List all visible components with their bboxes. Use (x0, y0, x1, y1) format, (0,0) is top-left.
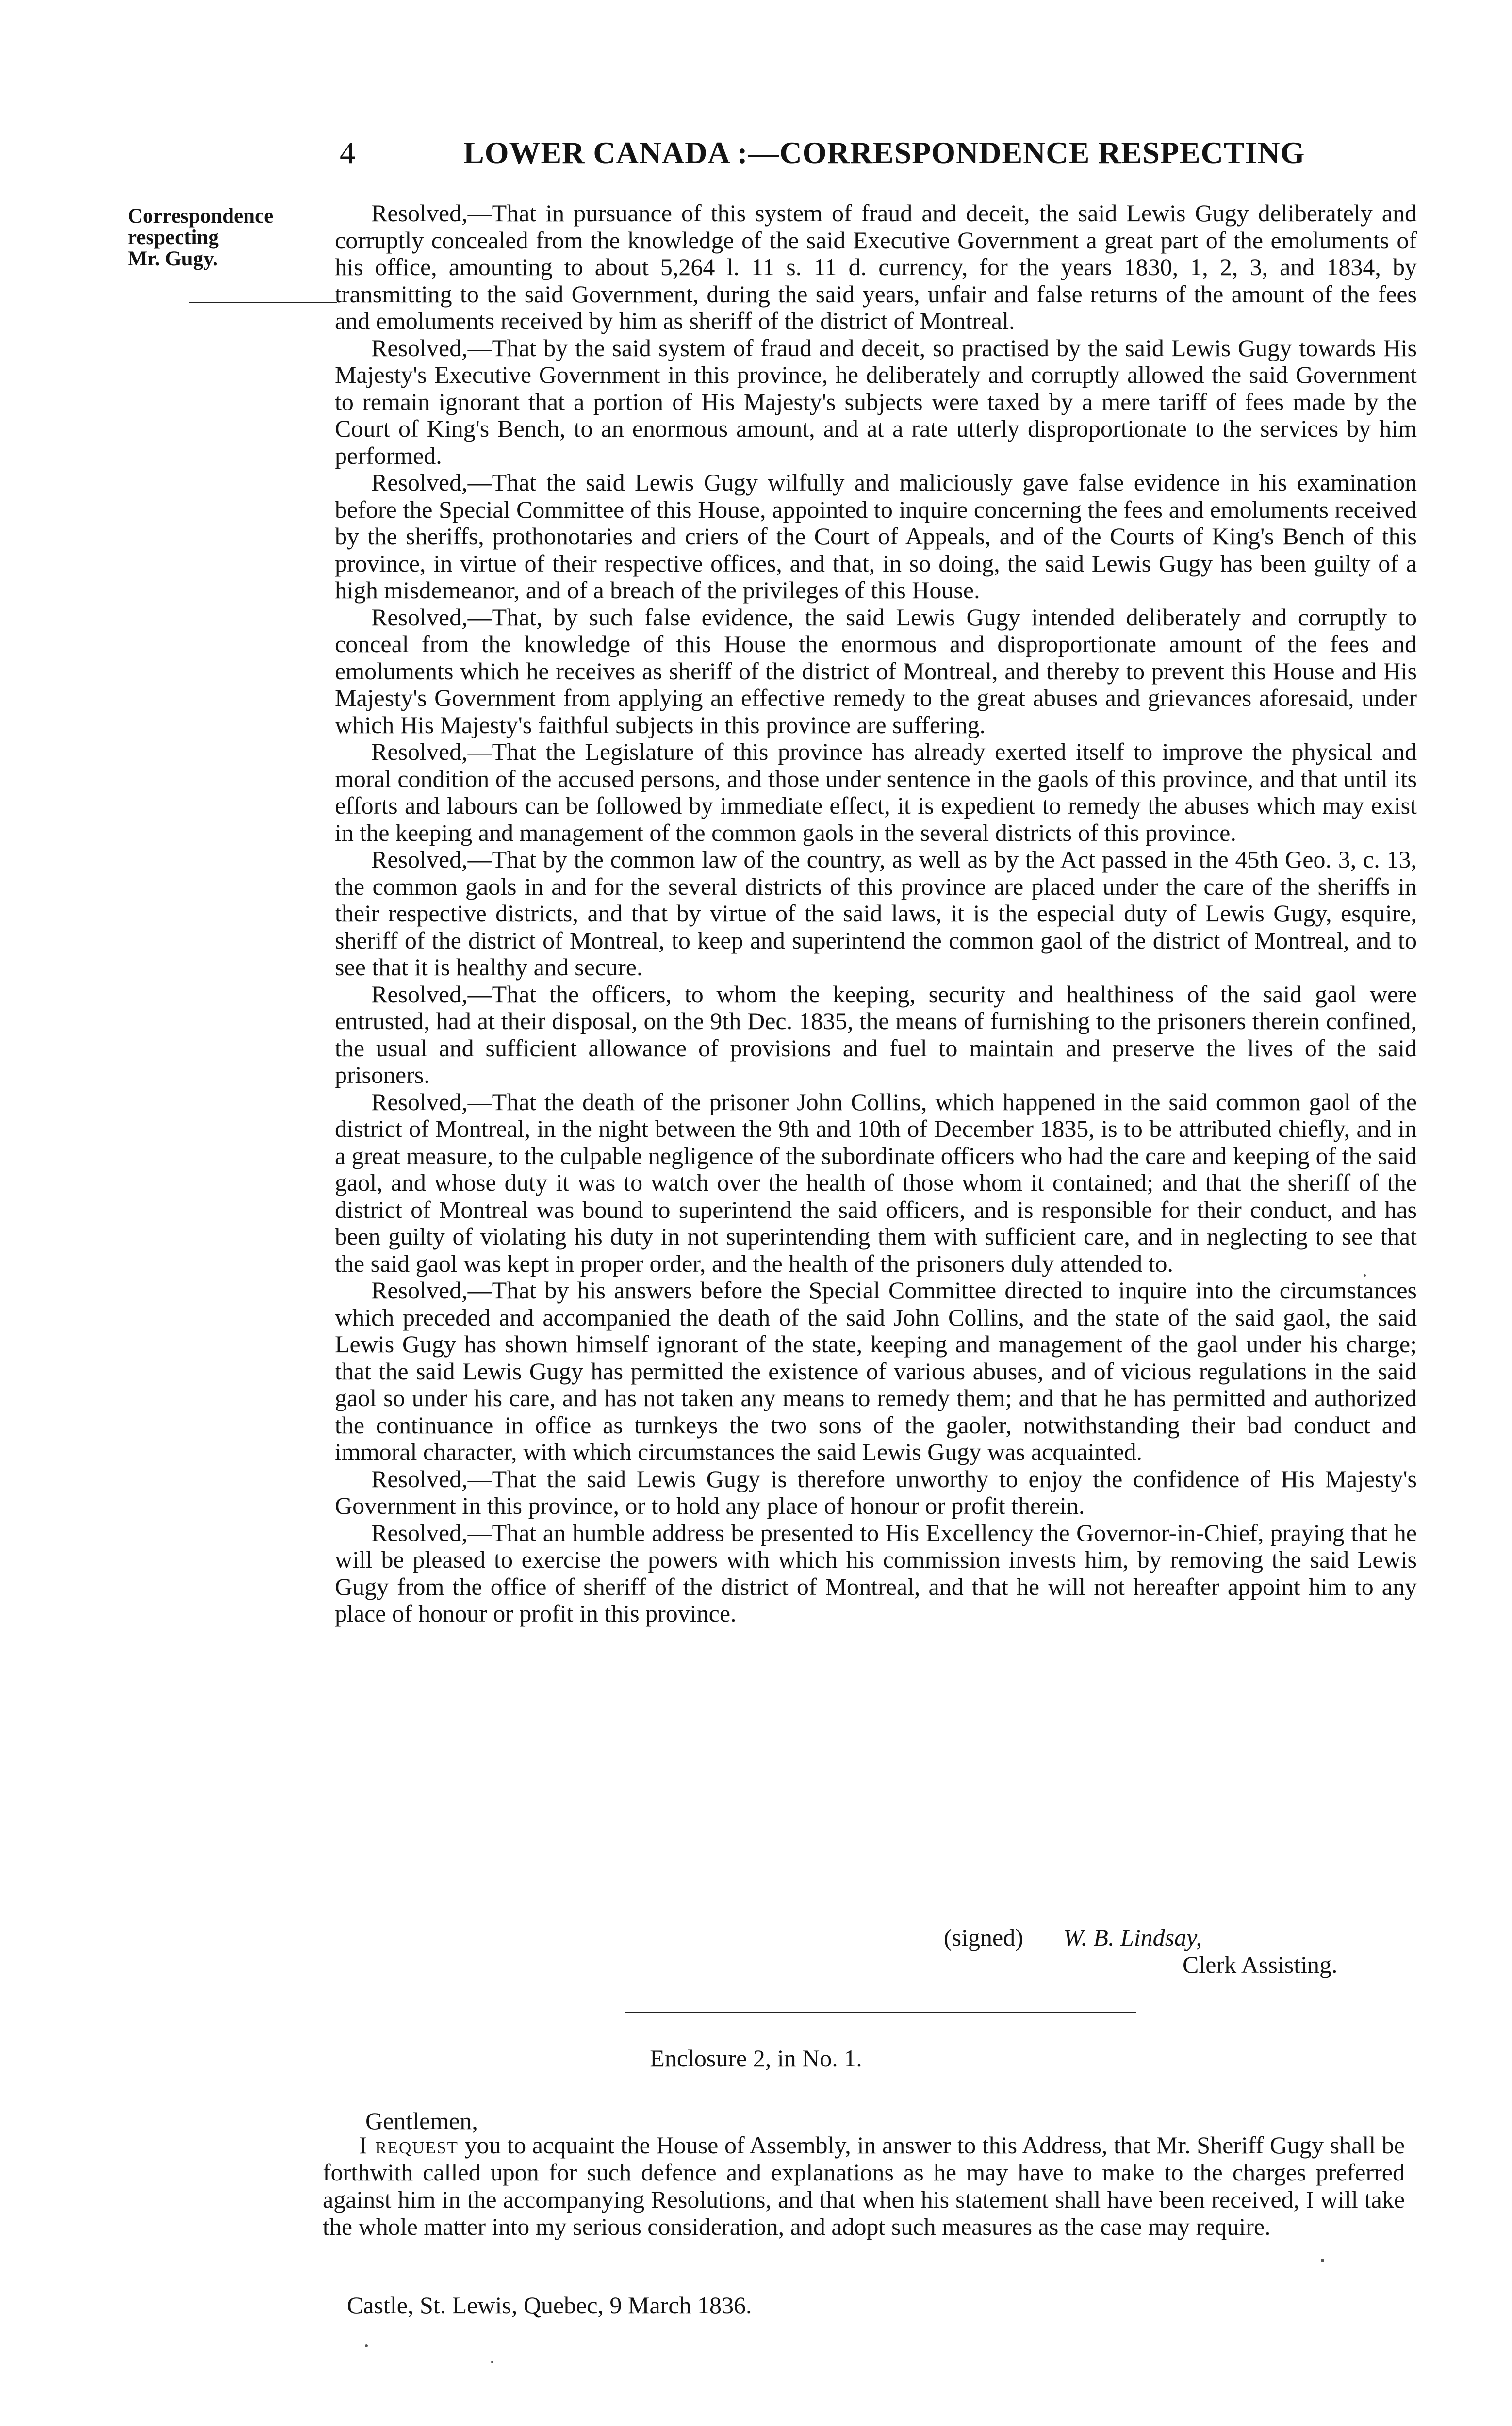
resolution-paragraph: Resolved,—That by the common law of the country, as well as by the Act passed in the 45th Geo. 3, c. 13, the common gaols in and for the several districts of this province are placed under the care of the sheriffs in their respective districts, and that by virtue of the said laws, it is the especial duty of Lewis Gugy, esquire, sheriff of the district of Montreal, to keep and superintend the common gaol of the district of Montreal, and to see that it is healthy and secure. (335, 846, 1417, 981)
resolution-paragraph: Resolved,—That the said Lewis Gugy wilfully and maliciously gave false evidence in his examination before the Special Committee of this House, appointed to inquire concerning the fees and emoluments received by the sheriffs, prothonotaries and criers of the Court of Appeals, and of the Courts of King's Bench of this province, in virtue of their respective offices, and that, in so doing, the said Lewis Gugy has been guilty of a high misdemeanor, and of a breach of the privileges of this House. (335, 469, 1417, 604)
resolution-paragraph: Resolved,—That, by such false evidence, the said Lewis Gugy intended deliberately and corruptly to conceal from the knowledge of this House the enormous and disproportionate amount of the fees and emoluments which he receives as sheriff of the district of Montreal, and thereby to prevent this House and His Majesty's Government from applying an effective remedy to the great abuses and grievances aforesaid, under which His Majesty's faithful subjects in this province are suffering. (335, 603, 1417, 738)
scan-speck (1364, 1274, 1366, 1277)
signatory-title: Clerk Assisting. (1183, 1951, 1338, 1978)
margin-note-line: respecting (128, 226, 219, 249)
resolution-paragraph: Resolved,—That by his answers before the Special Committee directed to inquire into the circumstances which preceded and accompanied the death of the said John Collins, and the state of the said gaol, the said Lewis Gugy has shown himself ignorant of the state, keeping and management of the gaol under his charge; that the said Lewis Gugy has permitted the existence of various abuses, and of vicious regulations in the said gaol so under his care, and has not taken any means to remedy them; and that he has permitted and authorized the continuance in office as turnkeys the two sons of the gaoler, notwithstanding their bad conduct and immoral character, with which circumstances the said Lewis Gugy was acquainted. (335, 1277, 1417, 1465)
margin-note (128, 206, 312, 270)
scan-speck (491, 2361, 493, 2363)
running-head: LOWER CANADA :—CORRESPONDENCE RESPECTING (463, 135, 1305, 170)
signed-label: (signed) (944, 1924, 1023, 1951)
resolutions-body (335, 200, 1417, 1627)
scan-speck (365, 2344, 368, 2347)
resolution-paragraph: Resolved,—That by the said system of fraud and deceit, so practised by the said Lewis Gugy towards His Majesty's Executive Government in this province, he deliberately and corruptly allowed the said Government to remain ignorant that a portion of His Majesty's subjects were taxed by a mere tariff of fees made by the Court of King's Bench, to an enormous amount, and at a rate utterly disproportionate to the services by him performed. (335, 334, 1417, 469)
resolution-paragraph: Resolved,—That the officers, to whom the keeping, security and healthiness of the said gaol were entrusted, had at their disposal, on the 9th Dec. 1835, the means of furnishing to the prisoners therein confined, the usual and sufficient allowance of provisions and fuel to maintain and preserve the lives of the said prisoners. (335, 980, 1417, 1088)
margin-note-rule (189, 302, 337, 303)
letter-body (323, 2131, 1405, 2240)
letter-text: you to acquaint the House of Assembly, in answer to this Address, that Mr. Sheriff Gugy shall be forthwith called upon for such defence and explanations as he may have to make to the charges preferred against him in the accompanying Resolutions, and that when his statement shall have been received, I will take the whole matter into my serious consideration, and adopt such measures as the case may require. (323, 2131, 1405, 2240)
margin-note-line: Mr. Gugy. (128, 247, 218, 270)
resolution-paragraph: Resolved,—That the said Lewis Gugy is therefore unworthy to enjoy the confidence of His Majesty's Government in this province, or to hold any place of honour or profit therein. (335, 1465, 1417, 1519)
resolution-paragraph: Resolved,—That the death of the prisoner John Collins, which happened in the said common gaol of the district of Montreal, in the night between the 9th and 10th of December 1835, is to be attributed chiefly, and in a great measure, to the culpable negligence of the subordinate officers who had the care and keeping of the said gaol, and whose duty it was to watch over the health of those whom it contained; and that the sheriff of the district of Montreal was bound to superintend the said officers, and is responsible for their conduct, and has been guilty of violating his duty in not superintending them with sufficient care, and in neglecting to see that the said gaol was kept in proper order, and the health of the prisoners duly attended to. (335, 1088, 1417, 1277)
margin-note-line: Correspondence (128, 205, 274, 228)
letter-dateline: Castle, St. Lewis, Quebec, 9 March 1836. (347, 2292, 752, 2319)
section-divider (625, 2012, 1136, 2013)
letter-lead: I request (359, 2131, 459, 2159)
page-header (340, 135, 1422, 179)
signature-line (944, 1923, 1202, 1951)
signatory-name: W. B. Lindsay, (1063, 1924, 1202, 1951)
scan-speck (1321, 2259, 1324, 2262)
letter-salutation: Gentlemen, (365, 2107, 478, 2134)
resolution-paragraph: Resolved,—That the Legislature of this province has already exerted itself to improve the physical and moral condition of the accused persons, and those under sentence in the gaols of this province, and that until its efforts and labours can be followed by immediate effect, it is expedient to remedy the abuses which may exist in the keeping and management of the common gaols in the several districts of this province. (335, 738, 1417, 846)
enclosure-heading: Enclosure 2, in No. 1. (650, 2045, 862, 2072)
resolution-paragraph: Resolved,—That in pursuance of this system of fraud and deceit, the said Lewis Gugy deliberately and corruptly concealed from the knowledge of the said Executive Government a great part of the emoluments of his office, amounting to about 5,264 l. 11 s. 11 d. currency, for the years 1830, 1, 2, 3, and 1834, by transmitting to the said Government, during the said years, unfair and false returns of the amount of the fees and emoluments received by him as sheriff of the district of Montreal. (335, 199, 1417, 334)
resolution-paragraph: Resolved,—That an humble address be presented to His Excellency the Governor-in-Chief, praying that he will be pleased to exercise the powers with which his commission invests him, by removing the said Lewis Gugy from the office of sheriff of the district of Montreal, and that he will not hereafter appoint him to any place of honour or profit in this province. (335, 1519, 1417, 1627)
page-number: 4 (340, 135, 355, 170)
